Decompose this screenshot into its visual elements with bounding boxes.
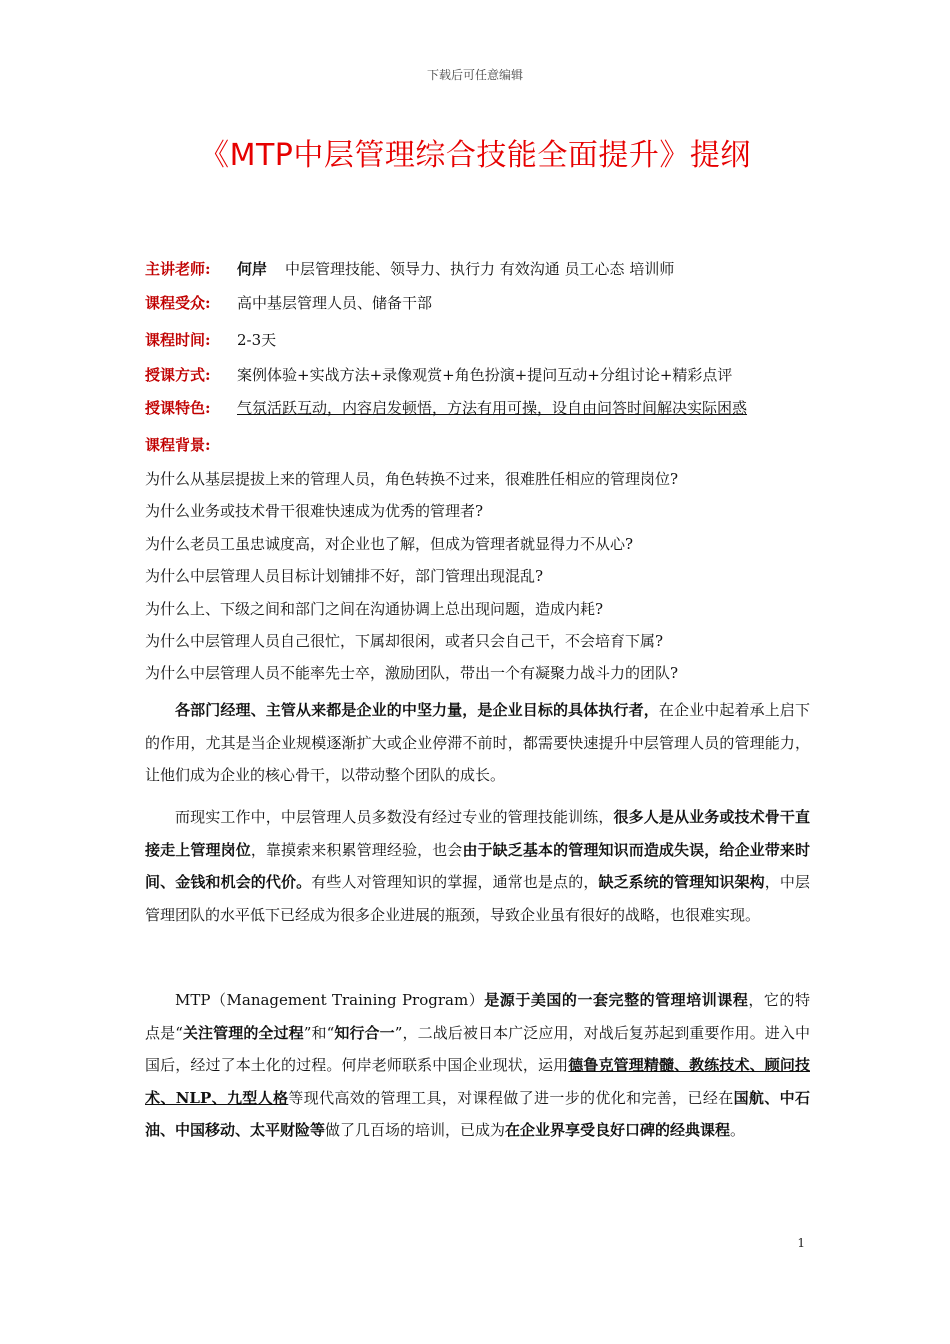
- question-list: [145, 463, 810, 690]
- audience-value: 高中基层管理人员、储备干部: [237, 294, 433, 312]
- header-note: 下载后可任意编辑: [426, 68, 523, 82]
- question-item: 为什么中层管理人员目标计划铺排不好，部门管理出现混乱?: [145, 567, 544, 586]
- para3-text-5: 等现代高效的管理工具，对课程做了进一步的优化和完善，已经在: [288, 1088, 734, 1107]
- para3-text-4: ”，二战后被日本广泛应用，对战后复苏起到重要作用。进入中国后，经过了本土化的过程。何岸老师联系中国企业现状，运用: [145, 1023, 810, 1074]
- question-item: 为什么中层管理人员不能率先士卒，激励团队，带出一个有凝聚力战斗力的团队?: [145, 664, 679, 683]
- para3-bold-5: 国航、中石油、中国移动、太平财险等: [145, 1088, 810, 1139]
- info-row-duration: [145, 329, 815, 350]
- para2-text-1: 而现实工作中，中层管理人员多数没有经过专业的管理技能训练，: [175, 808, 614, 826]
- duration-label: 课程时间:: [145, 331, 211, 349]
- para1-text: 在企业中起着承上启下的作用，尤其是当企业规模逐渐扩大或企业停滞不前时，都需要快速提升中层管理人员的管理能力，让他们成为企业的核心骨干，以带动整个团队的成长。: [145, 701, 810, 784]
- teacher-tags: 中层管理技能、领导力、执行力 有效沟通 员工心态 培训师: [285, 260, 675, 278]
- para3-bold-3: 知行合一: [334, 1023, 395, 1042]
- teacher-value: [237, 258, 674, 279]
- para3-bold-1: 是源于美国的一套完整的管理培训课程: [484, 991, 749, 1009]
- para2-text-2: ，靠摸索来积累管理经验，也会: [250, 840, 463, 859]
- question-item: 为什么上、下级之间和部门之间在沟通协调上总出现问题，造成内耗?: [145, 599, 604, 618]
- method-value: 案例体验+实战方法+录像观赏+角色扮演+提问互动+分组讨论+精彩点评: [237, 366, 733, 384]
- info-row-audience: [145, 292, 815, 313]
- duration-value: 2-3天: [237, 331, 277, 349]
- paragraph-mtp: [145, 984, 810, 1147]
- para3-text-7: 。: [730, 1121, 746, 1139]
- para2-text-4: ，中层管理团队的水平低下已经成为很多企业进展的瓶颈，导致企业虽有很好的战略，也很难实现。: [145, 873, 810, 924]
- para1-bold: 各部门经理、主管从来都是企业的中坚力量，是企业目标的具体执行者，: [175, 701, 659, 719]
- teacher-name: 何岸: [237, 260, 268, 278]
- para3-bold-2: 关注管理的全过程: [182, 1023, 304, 1042]
- info-row-features: [145, 397, 815, 418]
- para3-bold-6: 在企业界享受良好口碑的经典课程: [505, 1121, 731, 1139]
- para3-text-1: MTP（Management Training Program）: [175, 991, 485, 1009]
- question-item: 为什么从基层提拔上来的管理人员，角色转换不过来，很难胜任相应的管理岗位?: [145, 470, 679, 488]
- para2-text-3: 有些人对管理知识的掌握，通常也是点的，: [311, 873, 599, 891]
- features-value: 气氛活跃互动，内容启发顿悟，方法有用可操，设自由问答时间解决实际困惑: [237, 399, 748, 417]
- para3-text-3: ”和“: [303, 1023, 335, 1042]
- audience-label: 课程受众:: [145, 294, 211, 312]
- method-label: 授课方式:: [145, 366, 211, 384]
- paragraph-middle-managers: [145, 694, 810, 792]
- info-row-teacher: [145, 258, 815, 279]
- question-item: 为什么老员工虽忠诚度高，对企业也了解，但成为管理者就显得力不从心?: [145, 534, 634, 553]
- para2-bold-3: 缺乏系统的管理知识架构: [598, 873, 765, 891]
- info-row-method: [145, 364, 815, 385]
- paragraph-reality: [145, 801, 810, 931]
- document-title: 《MTP中层管理综合技能全面提升》提纲: [199, 138, 751, 173]
- background-label: 课程背景:: [145, 436, 211, 454]
- para3-text-2: ，它的特点是“: [145, 991, 810, 1042]
- para3-text-6: 做了几百场的培训，已成为: [325, 1121, 506, 1139]
- question-item: 为什么中层管理人员自己很忙，下属却很闲，或者只会自己干，不会培育下属?: [145, 632, 664, 651]
- para2-bold-2: 由于缺乏基本的管理知识而造成失误，给企业带来时间、金钱和机会的代价。: [145, 840, 810, 891]
- teacher-label: 主讲老师:: [145, 260, 211, 278]
- para3-bold-4: 德鲁克管理精髓、教练技术、顾问技术、NLP、九型人格: [145, 1056, 810, 1107]
- para2-bold-1: 很多人是从业务或技术骨干直接走上管理岗位: [145, 808, 810, 859]
- page-number: 1: [797, 1236, 805, 1250]
- features-label: 授课特色:: [145, 399, 211, 417]
- question-item: 为什么业务或技术骨干很难快速成为优秀的管理者?: [145, 502, 484, 521]
